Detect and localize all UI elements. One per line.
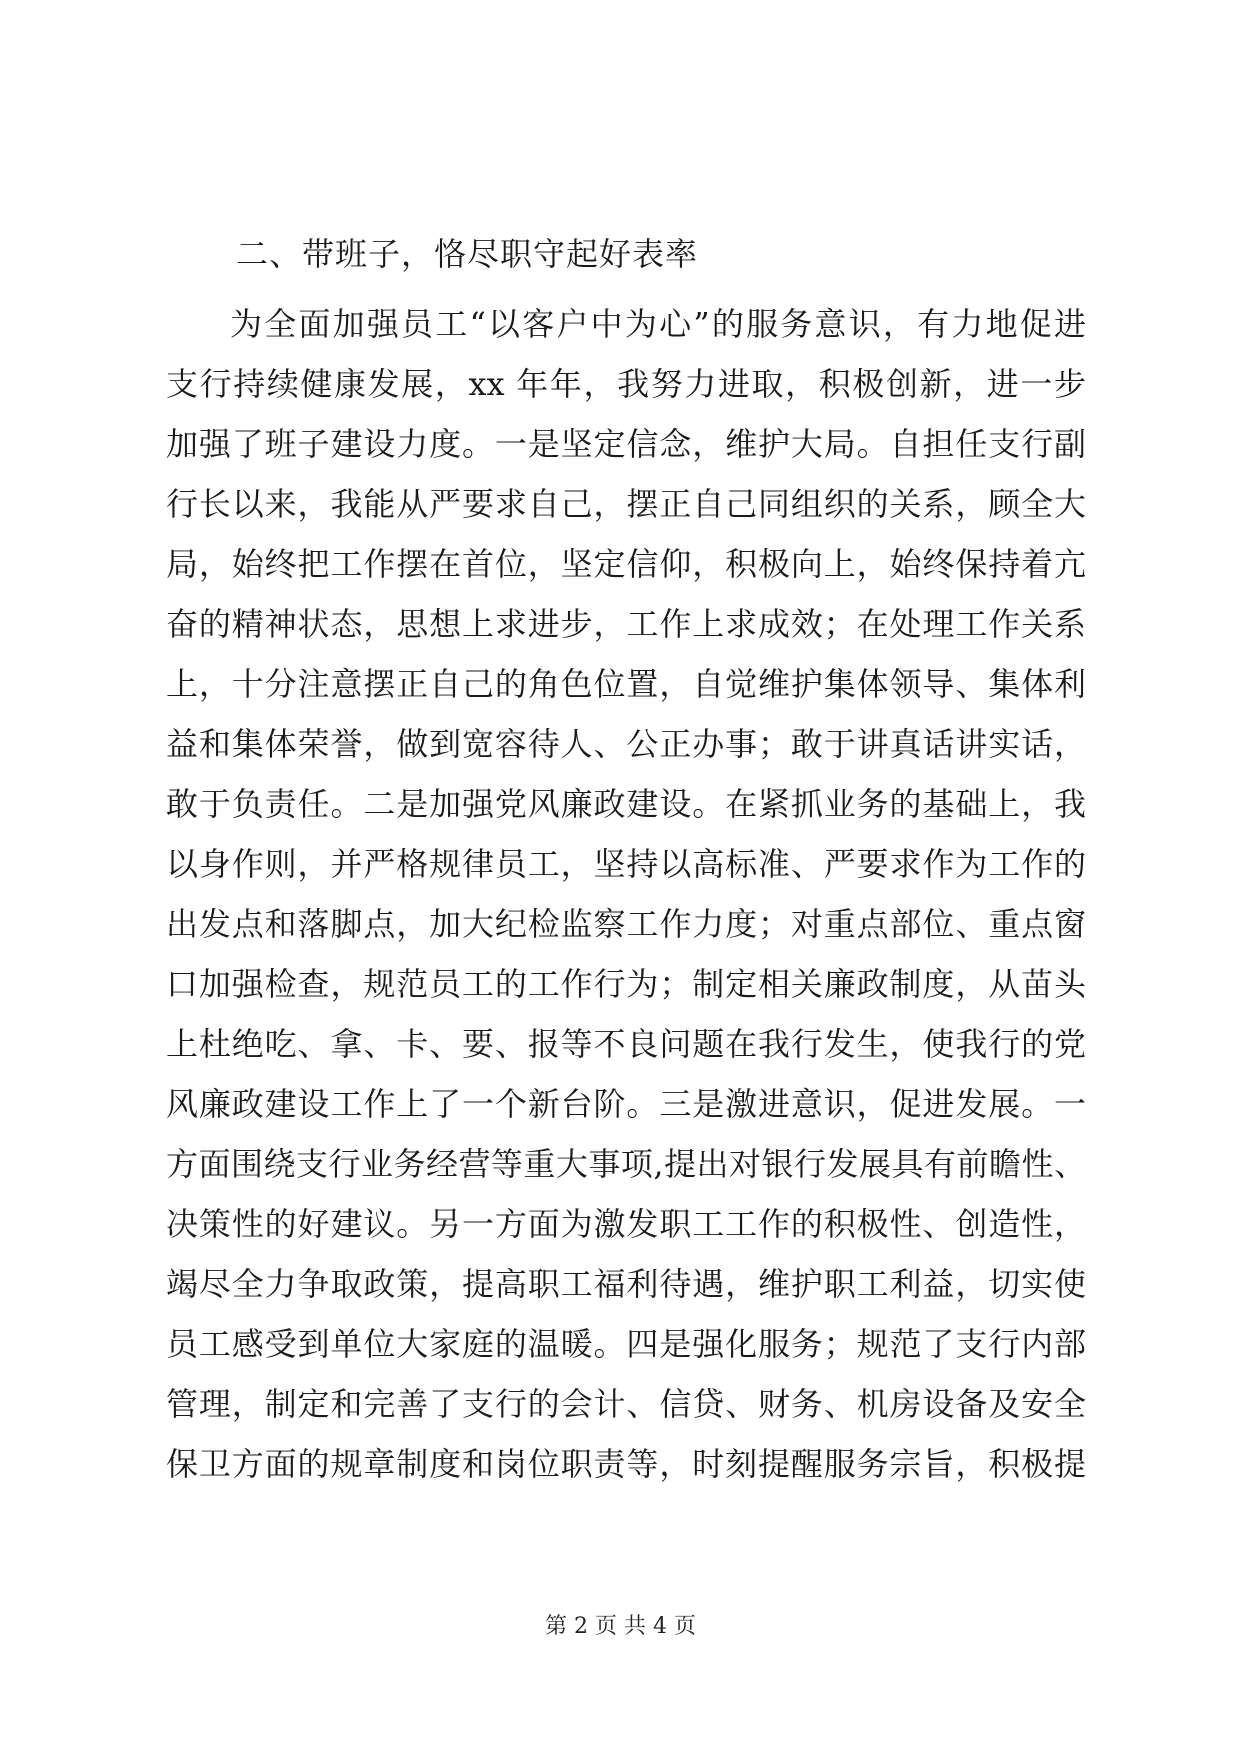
text-line: 风廉政建设工作上了一个新台阶。三是激进意识，促进发展。一 [166,1085,1086,1123]
text-line: 上，十分注意摆正自己的角色位置，自觉维护集体领导、集体利 [166,665,1086,703]
page-number-footer: 第 2 页 共 4 页 [545,1614,696,1639]
text-line: 局，始终把工作摆在首位，坚定信仰，积极向上，始终保持着亢 [166,545,1086,583]
text-line: 决策性的好建议。另一方面为激发职工工作的积极性、创造性， [166,1205,1086,1243]
text-line: 奋的精神状态，思想上求进步，工作上求成效；在处理工作关系 [166,605,1086,643]
text-line: 敢于负责任。二是加强党风廉政建设。在紧抓业务的基础上，我 [166,785,1086,823]
text-line: 员工感受到单位大家庭的温暖。四是强化服务；规范了支行内部 [166,1325,1086,1363]
text-line: 支行持续健康发展，xx 年年，我努力进取，积极创新，进一步 [166,365,1086,403]
text-line: 管理，制定和完善了支行的会计、信贷、财务、机房设备及安全 [166,1385,1086,1423]
text-line: 口加强检查，规范员工的工作行为；制定相关廉政制度，从苗头 [166,965,1086,1003]
text-line: 为全面加强员工“以客户中为心”的服务意识，有力地促进 [230,305,1086,343]
text-line: 加强了班子建设力度。一是坚定信念，维护大局。自担任支行副 [166,425,1086,463]
text-line: 上杜绝吃、拿、卡、要、报等不良问题在我行发生，使我行的党 [166,1025,1086,1063]
text-line: 方面围绕支行业务经营等重大事项,提出对银行发展具有前瞻性、 [166,1145,1086,1183]
body-paragraph [166,294,1086,1494]
text-line: 以身作则，并严格规律员工，坚持以高标准、严要求作为工作的 [166,845,1086,883]
section-heading: 二、带班子，恪尽职守起好表率 [236,235,699,273]
text-line: 益和集体荣誉，做到宽容待人、公正办事；敢于讲真话讲实话， [166,725,1086,763]
text-line: 竭尽全力争取政策，提高职工福利待遇，维护职工利益，切实使 [166,1265,1086,1303]
text-line: 保卫方面的规章制度和岗位职责等，时刻提醒服务宗旨，积极提 [166,1445,1086,1483]
text-line: 行长以来，我能从严要求自己，摆正自己同组织的关系，顾全大 [166,485,1086,523]
text-line: 出发点和落脚点，加大纪检监察工作力度；对重点部位、重点窗 [166,905,1086,943]
